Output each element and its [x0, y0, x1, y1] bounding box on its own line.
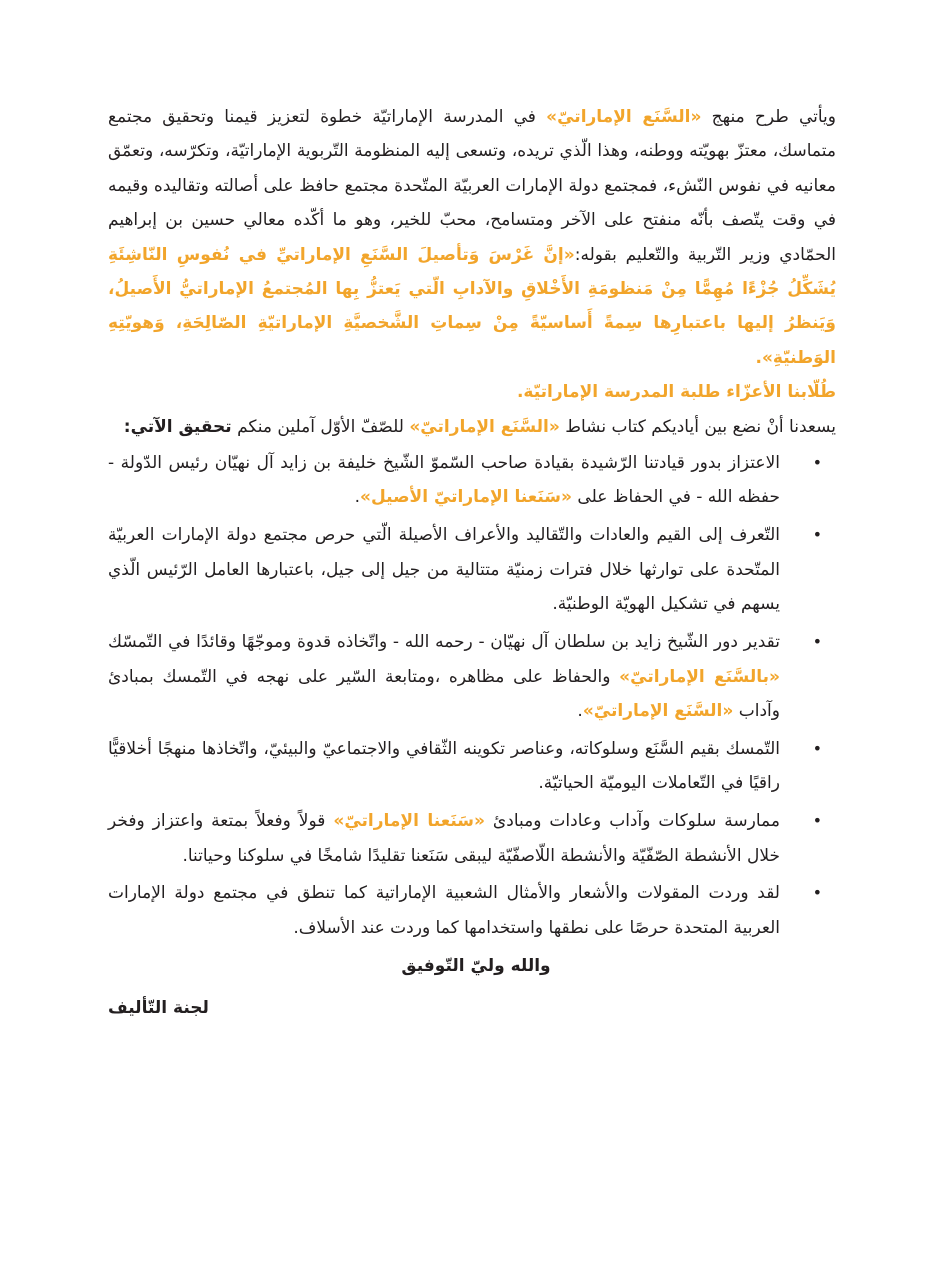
- bullet-icon: •: [812, 738, 822, 758]
- bullet-icon: •: [812, 453, 822, 473]
- goal-item: [108, 804, 836, 873]
- book-intro-text-2: للصّفّ الأوّل آملين منكم: [231, 416, 410, 437]
- goal-item: [108, 732, 836, 801]
- bullet-icon: •: [812, 883, 822, 903]
- intro-text-2: في المدرسة الإماراتيّة خطوة لتعزيز قيمنا وتحقيق مجتمع متماسك، معتزّ بهويّته ووطنه، وهذا الّذي تريده، وتسعى إليه المنظومة التّربوية الإماراتيّة، وتكرّسه، وتعمّق معانيه في نفوس النّشء، فمجتمع دولة الإمارات العربيّة المتّحدة مجتمع حافظ على أصالته وتقاليده وقيمه في وقت يتّصف بأنّه منفتح على الآخر ومتسامح، محبّ للخير، وهو ما أكّده معالي حسين بن إبراهيم الحمّادي وزير التّربية والتّعليم بقوله:: [108, 107, 836, 265]
- minister-quote: «إنَّ غَرْسَ وَتأصيلَ السَّنَعِ الإماراتيِّ في نُفوسِ النّاشِئَةِ يُشَكِّلُ جُزْءًا مُهِمًّا مِنْ مَنظومَةِ الأَخْلاقِ والآدابِ الّتي يَعتزُّ بِها المُجتمعُ الإماراتيُّ الأَصيلُ، وَيَنظرُ إليها باعتبارِها سِمةً أَساسيّةً مِنْ سِماتِ الشَّخصيَّةِ الإماراتيّةِ الصّالِحَةِ، وَهويّتِهِ الوَطنيّةِ».: [108, 244, 836, 368]
- students-address: طُلّابنا الأعزّاء طلبة المدرسة الإماراتيّة.: [516, 382, 836, 403]
- bullet-icon: •: [812, 525, 822, 545]
- goal-text: ممارسة سلوكات وآداب وعادات ومبادئ: [484, 811, 780, 832]
- goal-item: [108, 876, 836, 945]
- goal-text: .: [354, 487, 361, 508]
- bullet-icon: •: [812, 632, 822, 652]
- goal-text: التّمسك بقيم السَّنَع وسلوكاته، وعناصر تكوينه الثّقافي والاجتماعيّ والبيئيّ، واتّخاذها منهجًا أخلاقيًّا راقيًا في التّعاملات اليوميّة الحياتيّة.: [108, 738, 780, 794]
- book-intro-bold: تحقيق الآتي:: [123, 416, 232, 437]
- goal-item: [108, 625, 836, 728]
- book-intro-text-1: يسعدنا أنْ نضع بين أياديكم كتاب نشاط: [559, 416, 836, 437]
- goal-item: [108, 518, 836, 621]
- book-name: «السَّنَع الإماراتيّ»: [409, 416, 560, 437]
- goal-highlight: «سَنَعنا الإماراتيّ الأصيل»: [360, 487, 573, 508]
- document-page: [108, 100, 836, 1026]
- goal-text: لقد وردت المقولات والأشعار والأمثال الشعبية الإماراتية كما تنطق في مجتمع دولة الإمارات العربية المتحدة حرصًا على نطقها واستخدامها كما وردت عند الأسلاف.: [108, 883, 780, 938]
- goal-highlight: «سَنَعنا الإماراتيّ»: [333, 811, 485, 832]
- closing-phrase: والله وليّ التّوفيق: [401, 955, 551, 976]
- intro-paragraph: [108, 100, 836, 375]
- program-name: «السَّنَع الإماراتيّ»: [546, 107, 702, 127]
- authoring-committee: لجنة التّأليف: [108, 998, 209, 1019]
- intro-text-1: ويأتي طرح منهج: [701, 107, 836, 127]
- goal-item: [108, 446, 836, 515]
- book-intro-paragraph: [108, 410, 836, 444]
- goal-highlight: «السَّنَع الإماراتيّ»: [582, 700, 734, 721]
- goals-list: [108, 446, 836, 945]
- goal-text: تقدير دور الشّيخ زايد بن سلطان آل نهيّان - رحمه الله - واتّخاذه قدوة وموجّهًا وقائدًا في التّمسّك: [108, 632, 780, 653]
- bullet-icon: •: [812, 811, 822, 831]
- goal-text: الاعتزاز بدور قيادتنا الرّشيدة بقيادة صاحب السّموّ الشّيخ خليفة بن زايد آل نهيّان رئيس الدّولة - حفظه الله - في الحفاظ على: [108, 453, 780, 508]
- goal-text: قولاً وفعلاً بمتعة واعتزاز وفخر خلال الأنشطة الصّفّيّة والأنشطة اللّاصفّيّة ليبقى سَنَعنا تقليدًا شامخًا في سلوكنا وحياتنا.: [108, 811, 780, 866]
- goal-text: .: [577, 700, 583, 721]
- goal-text: التّعرف إلى القيم والعادات والتّقاليد والأعراف الأصيلة الّتي حرص مجتمع دولة الإمارات العربيّة المتّحدة على توارثها خلال فترات زمنيّة متتالية من جيل إلى جيل، باعتبارها العامل الرّئيس الّذي يسهم في تشكيل الهويّة الوطنيّة.: [108, 525, 780, 615]
- goal-text: والحفاظ على مظاهره ،ومتابعة السّير على نهجه في التّمسك بمبادئ وآداب: [108, 666, 780, 721]
- goal-highlight: «بالسَّنَع الإماراتيّ»: [619, 666, 780, 687]
